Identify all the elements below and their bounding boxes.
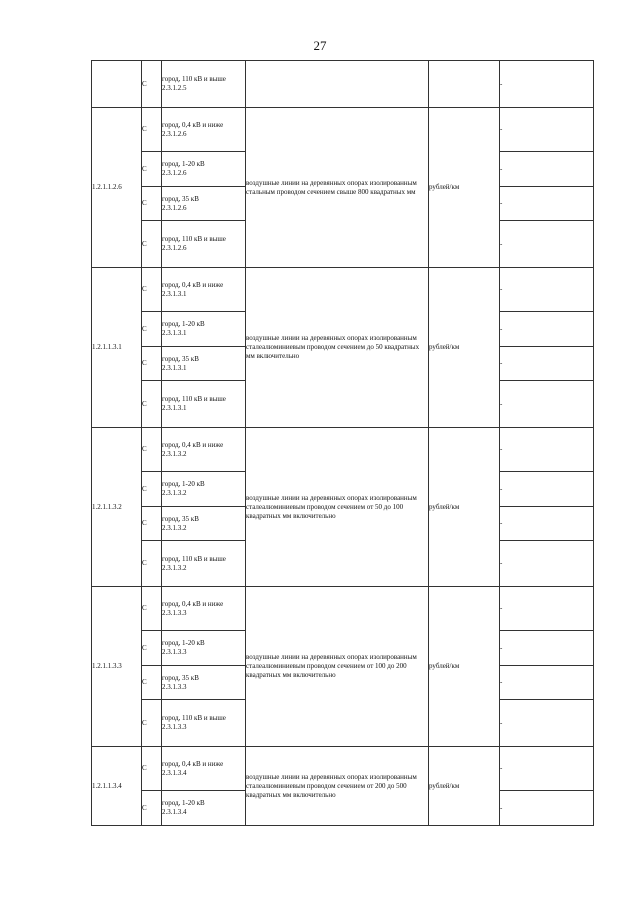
unit-cell: рублей/км [429,747,500,826]
category-cell: С [142,312,162,347]
unit-cell [429,61,500,108]
value-cell: - [500,472,594,507]
level-cell: город, 0,4 кВ и ниже 2.3.1.3.1 [162,268,246,312]
level-cell: город, 1-20 кВ 2.3.1.3.2 [162,472,246,507]
value-cell: - [500,347,594,381]
level-cell: город, 110 кВ и выше 2.3.1.3.1 [162,381,246,428]
level-cell: город, 110 кВ и выше 2.3.1.3.2 [162,541,246,587]
level-cell: город, 35 кВ 2.3.1.2.6 [162,187,246,221]
level-cell: город, 0,4 кВ и ниже 2.3.1.2.6 [162,108,246,152]
description-cell: воздушные линии на деревянных опорах изолированным сталеалюминиевым проводом сечением от 200 до 500 квадратных мм включительно [246,747,429,826]
level-cell: город, 1-20 кВ 2.3.1.3.4 [162,791,246,826]
level-cell: город, 110 кВ и выше 2.3.1.2.5 [162,61,246,108]
value-cell: - [500,268,594,312]
category-cell: С [142,152,162,187]
description-cell: воздушные линии на деревянных опорах изолированным сталеалюминиевым проводом сечением до 50 квадратных мм включительно [246,268,429,428]
value-cell: - [500,587,594,631]
description-cell: воздушные линии на деревянных опорах изолированным стальным проводом сечением свыше 800 квадратных мм [246,108,429,268]
table-row [92,428,594,472]
category-cell: С [142,108,162,152]
description-cell: воздушные линии на деревянных опорах изолированным сталеалюминиевым проводом сечением от 50 до 100 квадратных мм включительно [246,428,429,587]
category-cell: С [142,268,162,312]
category-cell: С [142,587,162,631]
level-cell: город, 35 кВ 2.3.1.3.3 [162,666,246,700]
category-cell: С [142,700,162,747]
level-cell: город, 110 кВ и выше 2.3.1.3.3 [162,700,246,747]
level-cell: город, 35 кВ 2.3.1.3.2 [162,507,246,541]
category-cell: С [142,472,162,507]
unit-cell: рублей/км [429,428,500,587]
tariff-table [91,60,594,826]
code-cell: 1.2.1.1.3.4 [92,747,142,826]
category-cell: С [142,187,162,221]
code-cell [92,61,142,108]
value-cell: - [500,541,594,587]
category-cell: С [142,747,162,791]
code-cell: 1.2.1.1.3.3 [92,587,142,747]
value-cell: - [500,108,594,152]
level-cell: город, 1-20 кВ 2.3.1.3.1 [162,312,246,347]
unit-cell: рублей/км [429,108,500,268]
level-cell: город, 0,4 кВ и ниже 2.3.1.3.3 [162,587,246,631]
category-cell: С [142,541,162,587]
value-cell: - [500,507,594,541]
value-cell: - [500,221,594,268]
category-cell: С [142,631,162,666]
level-cell: город, 110 кВ и выше 2.3.1.2.6 [162,221,246,268]
table-row [92,587,594,631]
value-cell: - [500,700,594,747]
description-cell [246,61,429,108]
level-cell: город, 0,4 кВ и ниже 2.3.1.3.2 [162,428,246,472]
unit-cell: рублей/км [429,268,500,428]
level-cell: город, 1-20 кВ 2.3.1.2.6 [162,152,246,187]
level-cell: город, 0,4 кВ и ниже 2.3.1.3.4 [162,747,246,791]
value-cell: - [500,187,594,221]
code-cell: 1.2.1.1.2.6 [92,108,142,268]
value-cell: - [500,312,594,347]
value-cell: - [500,666,594,700]
value-cell: - [500,791,594,826]
category-cell: С [142,381,162,428]
value-cell: - [500,747,594,791]
table-row [92,108,594,152]
page-number: 27 [313,38,327,53]
value-cell: - [500,428,594,472]
level-cell: город, 1-20 кВ 2.3.1.3.3 [162,631,246,666]
category-cell: С [142,791,162,826]
category-cell: С [142,428,162,472]
category-cell: С [142,61,162,108]
category-cell: С [142,666,162,700]
description-cell: воздушные линии на деревянных опорах изолированным сталеалюминиевым проводом сечением от 100 до 200 квадратных мм включительно [246,587,429,747]
value-cell: - [500,381,594,428]
level-cell: город, 35 кВ 2.3.1.3.1 [162,347,246,381]
category-cell: С [142,221,162,268]
unit-cell: рублей/км [429,587,500,747]
table-row [92,268,594,312]
category-cell: С [142,347,162,381]
value-cell: - [500,61,594,108]
code-cell: 1.2.1.1.3.1 [92,268,142,428]
category-cell: С [142,507,162,541]
code-cell: 1.2.1.1.3.2 [92,428,142,587]
value-cell: - [500,631,594,666]
table-row [92,747,594,791]
value-cell: - [500,152,594,187]
table-row-continuation [92,61,594,108]
